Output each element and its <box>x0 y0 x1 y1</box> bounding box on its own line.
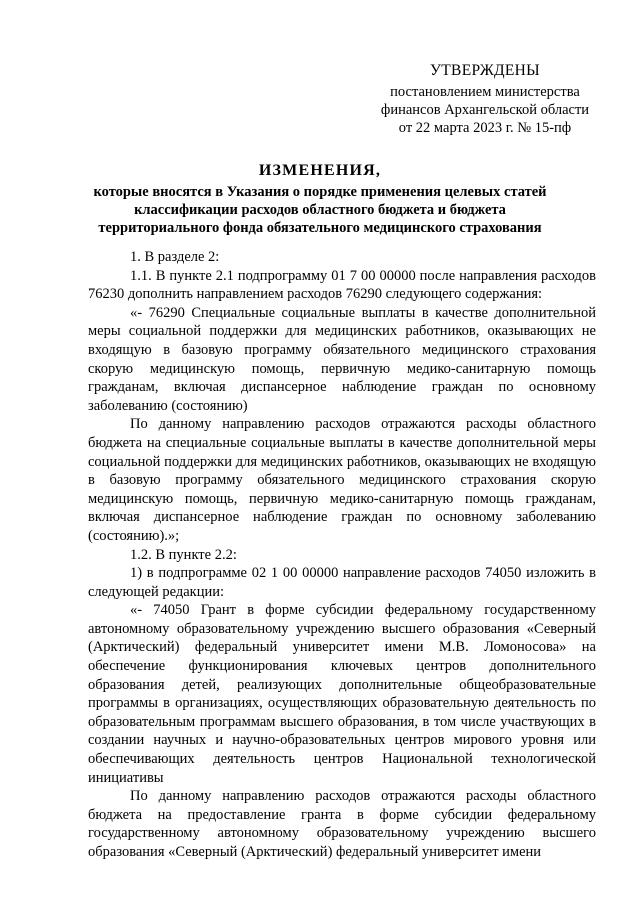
paragraph: 1.2. В пункте 2.2: <box>130 546 237 563</box>
document-body <box>88 248 596 862</box>
paragraph: По данному направлению расходов отражаются расходы областного бюджета на специальные социальные выплаты в качестве дополнительной меры социальной поддержки для медицинских работников, оказывающих не входящую в базовую программу обязательного медицинского страхования скорую медицинскую помощь, первичную медико-санитарную помощь гражданам, включая диспансерное наблюдение граждан по основному заболеванию (состоянию).»; <box>88 416 596 544</box>
approval-title: УТВЕРЖДЕНЫ <box>430 62 540 79</box>
paragraph: 1) в подпрограмме 02 1 00 00000 направление расходов 74050 изложить в следующей редакции: <box>88 565 596 600</box>
paragraph: 1.1. В пункте 2.1 подпрограмму 01 7 00 00000 после направления расходов 76230 дополнить направлением расходов 76290 следующего содержания: <box>88 267 596 303</box>
paragraph: «- 76290 Специальные социальные выплаты в качестве дополнительной меры социальной поддержки для медицинских работников, оказывающих не входящую в базовую программу обязательного медицинского страхования скорую медицинскую помощь, первичную медико-санитарную помощь гражданам, включая диспансерное наблюдение граждан по основному заболеванию (состоянию) <box>88 304 596 414</box>
document-title: ИЗМЕНЕНИЯ, <box>258 162 382 179</box>
paragraph: По данному направлению расходов отражаются расходы областного бюджета на предоставление гранта в форме субсидии федеральному государственному автономному образовательному учреждению высшего образования «Северный (Арктический) федеральный университет имени <box>88 788 596 860</box>
approval-stamp <box>360 62 610 137</box>
approval-line: постановлением министерства <box>390 84 580 100</box>
heading-line: территориального фонда обязательного медицинского страхования <box>98 220 542 236</box>
heading-line: которые вносятся в Указания о порядке применения целевых статей <box>93 184 547 200</box>
approval-line: от 22 марта 2023 г. № 15-пф <box>398 120 572 136</box>
heading-line: классификации расходов областного бюджета и бюджета <box>134 202 506 218</box>
approval-line: финансов Архангельской области <box>380 102 590 118</box>
paragraph: 1. В разделе 2: <box>130 249 220 265</box>
paragraph: «- 74050 Грант в форме субсидии федеральному государственному автономному образовательному учреждению высшего образования «Северный (Арктический) федеральный университет имени М.В. Ломоносова» на обеспечение функционирования ключевых центров дополнительного образования детей, реализующих дополнительные общеобразовательные программы в организациях, осуществляющих образовательную деятельность по образовательным программам высшего образования, в том числе участвующих в создании научных и научно-образовательных центров мирового уровня или обеспечивающих деятельность центров Национальной технологической инициативы <box>88 602 596 786</box>
document-heading <box>60 162 580 237</box>
